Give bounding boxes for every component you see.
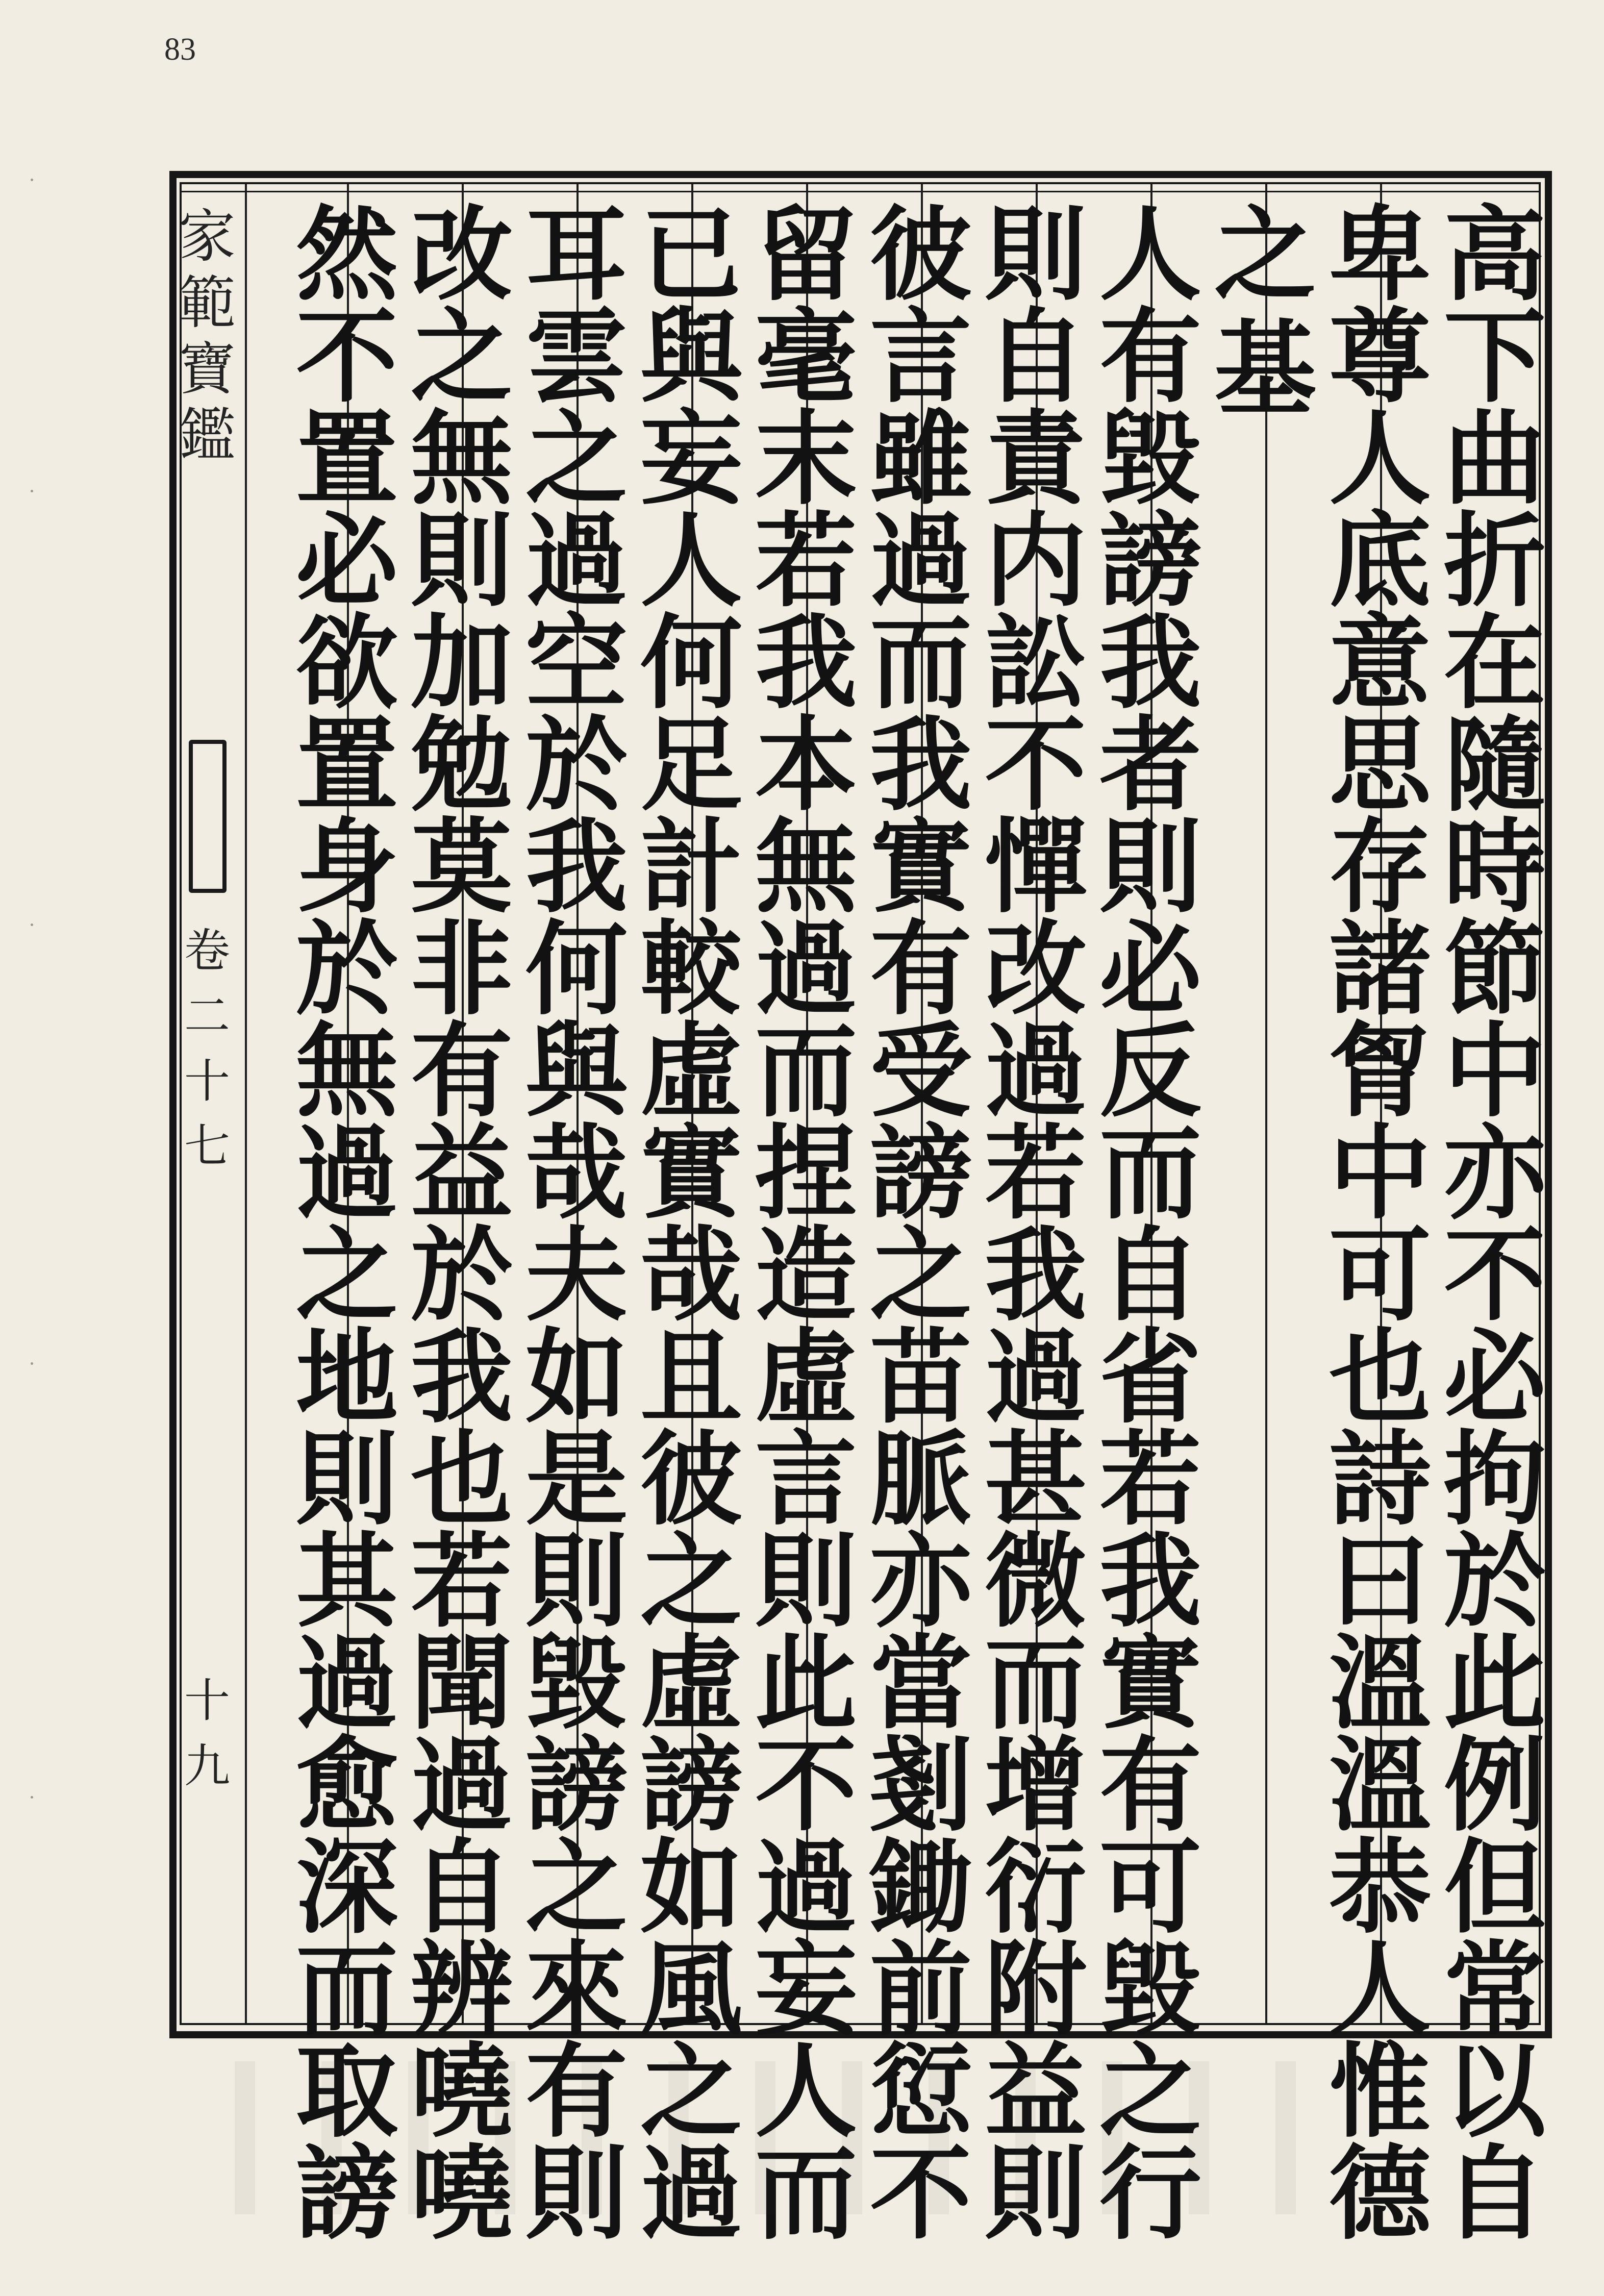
text-char: 惟 bbox=[1329, 2032, 1431, 2152]
text-char: 節 bbox=[1443, 909, 1546, 1029]
text-char: 存 bbox=[1329, 807, 1431, 927]
text-char: 置 bbox=[295, 705, 398, 825]
text-char: 曰 bbox=[1329, 1521, 1431, 1641]
text-char: 其 bbox=[295, 1521, 398, 1641]
text-char: 較 bbox=[640, 909, 742, 1029]
text-char: 實 bbox=[869, 807, 972, 927]
text-char: 則 bbox=[1099, 807, 1201, 927]
text-char: 過 bbox=[755, 909, 857, 1029]
text-char: 與 bbox=[525, 1011, 628, 1131]
text-char: 省 bbox=[1099, 1317, 1201, 1437]
text-char: 深 bbox=[295, 1828, 398, 1948]
text-char: 之 bbox=[1099, 2032, 1201, 2152]
text-char: 必 bbox=[1443, 1317, 1546, 1437]
book-title bbox=[174, 204, 240, 469]
text-char: 行 bbox=[1099, 2134, 1201, 2254]
text-char: 之 bbox=[1214, 195, 1316, 315]
text-char: 毀 bbox=[1099, 399, 1201, 519]
block-heart-column bbox=[171, 204, 243, 2010]
text-column bbox=[750, 195, 862, 2254]
text-char: 空 bbox=[525, 603, 628, 723]
leaf-number bbox=[177, 1668, 238, 1799]
text-char: 則 bbox=[984, 195, 1087, 315]
show-through-marks bbox=[235, 2061, 1306, 2214]
text-char: 留 bbox=[755, 195, 857, 315]
text-column bbox=[406, 195, 518, 2254]
text-char: 謗 bbox=[295, 2134, 398, 2254]
text-char: 不 bbox=[869, 2134, 972, 2254]
text-char: 於 bbox=[1443, 1521, 1546, 1641]
text-char: 者 bbox=[1099, 705, 1201, 825]
binding-holes bbox=[31, 179, 35, 2117]
text-char: 微 bbox=[984, 1521, 1087, 1641]
text-char: 而 bbox=[984, 1624, 1087, 1743]
text-char: 自 bbox=[1443, 2134, 1546, 2254]
text-char: 可 bbox=[1329, 1215, 1431, 1335]
page-number: 83 bbox=[164, 32, 196, 67]
text-char: 德 bbox=[1329, 2134, 1431, 2254]
text-char: 尊 bbox=[1329, 297, 1431, 417]
text-char: 身 bbox=[295, 807, 398, 927]
text-char: 哉 bbox=[640, 1215, 742, 1335]
text-char: 之 bbox=[525, 399, 628, 519]
text-char: 嘵 bbox=[410, 2134, 513, 2254]
text-char: 雲 bbox=[525, 297, 628, 417]
text-char: 嘵 bbox=[410, 2032, 513, 2152]
text-char: 但 bbox=[1443, 1828, 1546, 1948]
text-char: 有 bbox=[1099, 1726, 1201, 1845]
leaf-char: 十 bbox=[184, 1674, 230, 1728]
text-char: 莫 bbox=[410, 807, 513, 927]
text-char: 妄 bbox=[755, 1930, 857, 2050]
text-char: 與 bbox=[640, 297, 742, 417]
text-char: 衍 bbox=[984, 1828, 1087, 1948]
volume-label bbox=[177, 918, 238, 1179]
text-char: 自 bbox=[410, 1828, 513, 1948]
text-char: 改 bbox=[410, 195, 513, 315]
text-char: 憚 bbox=[984, 807, 1087, 927]
text-char: 我 bbox=[525, 807, 628, 927]
text-char: 過 bbox=[640, 2134, 742, 2254]
text-char: 增 bbox=[984, 1726, 1087, 1845]
text-char: 折 bbox=[1443, 501, 1546, 621]
text-char: 常 bbox=[1443, 1930, 1546, 2050]
text-char: 基 bbox=[1214, 309, 1316, 429]
text-char: 有 bbox=[1099, 297, 1201, 417]
text-char: 隨 bbox=[1443, 705, 1546, 825]
text-column bbox=[520, 195, 633, 2254]
text-char: 於 bbox=[525, 705, 628, 825]
text-char: 例 bbox=[1443, 1726, 1546, 1845]
text-char: 過 bbox=[295, 1624, 398, 1743]
text-char: 非 bbox=[410, 909, 513, 1029]
text-char: 風 bbox=[640, 1930, 742, 2050]
text-char: 而 bbox=[869, 603, 972, 723]
text-char: 雖 bbox=[869, 399, 972, 519]
text-char: 而 bbox=[755, 1011, 857, 1131]
text-char: 本 bbox=[755, 705, 857, 825]
title-char: 家 bbox=[179, 204, 236, 270]
text-char: 勉 bbox=[410, 705, 513, 825]
text-char: 愈 bbox=[295, 1726, 398, 1845]
text-char: 中 bbox=[1443, 1011, 1546, 1131]
volume-char: 七 bbox=[184, 1119, 230, 1174]
text-char: 有 bbox=[869, 909, 972, 1029]
text-char: 足 bbox=[640, 705, 742, 825]
text-char: 實 bbox=[640, 1113, 742, 1233]
text-char: 計 bbox=[640, 807, 742, 927]
text-char: 謗 bbox=[525, 1726, 628, 1845]
text-char: 人 bbox=[755, 2032, 857, 2152]
text-char: 取 bbox=[295, 2032, 398, 2152]
text-char: 欲 bbox=[295, 603, 398, 723]
text-char: 可 bbox=[1099, 1828, 1201, 1948]
text-char: 前 bbox=[869, 1930, 972, 2050]
text-char: 此 bbox=[1443, 1624, 1546, 1743]
text-char: 若 bbox=[755, 501, 857, 621]
text-char: 若 bbox=[1099, 1419, 1201, 1539]
text-char: 甚 bbox=[984, 1419, 1087, 1539]
text-char: 彼 bbox=[869, 195, 972, 315]
text-char: 鋤 bbox=[869, 1828, 972, 1948]
text-char: 拘 bbox=[1443, 1419, 1546, 1539]
text-char: 之 bbox=[525, 1828, 628, 1948]
text-char: 也 bbox=[410, 1419, 513, 1539]
text-char: 過 bbox=[984, 1317, 1087, 1437]
text-char: 而 bbox=[1099, 1113, 1201, 1233]
text-char: 之 bbox=[295, 1215, 398, 1335]
text-char: 毀 bbox=[525, 1624, 628, 1743]
text-char: 何 bbox=[525, 909, 628, 1029]
text-char: 則 bbox=[525, 2134, 628, 2254]
text-char: 人 bbox=[1329, 1930, 1431, 2050]
text-char: 虛 bbox=[640, 1011, 742, 1131]
text-column bbox=[635, 195, 747, 2254]
text-char: 亦 bbox=[869, 1521, 972, 1641]
text-char: 不 bbox=[1443, 1215, 1546, 1335]
text-char: 反 bbox=[1099, 1011, 1201, 1131]
text-char: 何 bbox=[640, 603, 742, 723]
text-char: 附 bbox=[984, 1930, 1087, 2050]
text-char: 我 bbox=[984, 1215, 1087, 1335]
text-char: 曲 bbox=[1443, 399, 1546, 519]
text-char: 有 bbox=[525, 2032, 628, 2152]
text-char: 若 bbox=[984, 1113, 1087, 1233]
text-char: 高 bbox=[1443, 195, 1546, 315]
text-char: 有 bbox=[410, 1011, 513, 1131]
text-char: 自 bbox=[1099, 1215, 1201, 1335]
text-char: 當 bbox=[869, 1624, 972, 1743]
text-char: 溫 bbox=[1329, 1624, 1431, 1743]
text-column bbox=[291, 195, 403, 2254]
text-char: 謗 bbox=[1099, 501, 1201, 621]
text-char: 溫 bbox=[1329, 1726, 1431, 1845]
text-char: 之 bbox=[640, 1521, 742, 1641]
text-char: 之 bbox=[410, 297, 513, 417]
text-char: 則 bbox=[755, 1521, 857, 1641]
text-char: 恭 bbox=[1329, 1828, 1431, 1948]
text-char: 過 bbox=[525, 501, 628, 621]
text-char: 則 bbox=[525, 1521, 628, 1641]
text-char: 毀 bbox=[1099, 1930, 1201, 2050]
text-char: 彼 bbox=[640, 1419, 742, 1539]
text-char: 則 bbox=[410, 501, 513, 621]
text-char: 已 bbox=[640, 195, 742, 315]
top-margin-band bbox=[182, 184, 1539, 192]
text-char: 實 bbox=[1099, 1624, 1201, 1743]
text-char: 受 bbox=[869, 1011, 972, 1131]
text-char: 無 bbox=[410, 399, 513, 519]
text-char: 自 bbox=[984, 297, 1087, 417]
text-char: 也 bbox=[1329, 1317, 1431, 1437]
text-char: 内 bbox=[984, 501, 1087, 621]
text-char: 過 bbox=[984, 1011, 1087, 1131]
text-char: 益 bbox=[410, 1113, 513, 1233]
text-char: 人 bbox=[640, 501, 742, 621]
text-char: 來 bbox=[525, 1930, 628, 2050]
fish-tail-mark bbox=[189, 740, 227, 893]
text-char: 無 bbox=[295, 1011, 398, 1131]
text-char: 時 bbox=[1443, 807, 1546, 927]
text-column bbox=[1324, 195, 1436, 2254]
text-char: 不 bbox=[295, 297, 398, 417]
text-column bbox=[1439, 195, 1551, 2254]
text-char: 以 bbox=[1443, 2032, 1546, 2152]
text-char: 此 bbox=[755, 1624, 857, 1743]
text-char: 必 bbox=[295, 501, 398, 621]
text-char: 責 bbox=[984, 399, 1087, 519]
text-char: 加 bbox=[410, 603, 513, 723]
text-char: 意 bbox=[1329, 603, 1431, 723]
text-char: 是 bbox=[525, 1419, 628, 1539]
text-char: 毫 bbox=[755, 297, 857, 417]
text-char: 捏 bbox=[755, 1113, 857, 1233]
text-char: 哉 bbox=[525, 1113, 628, 1233]
text-char: 置 bbox=[295, 399, 398, 519]
text-char: 益 bbox=[984, 2032, 1087, 2152]
text-char: 脈 bbox=[869, 1419, 972, 1539]
text-char: 謗 bbox=[869, 1113, 972, 1233]
text-char: 人 bbox=[1329, 399, 1431, 519]
text-char: 虛 bbox=[755, 1317, 857, 1437]
text-char: 而 bbox=[755, 2134, 857, 2254]
text-char: 我 bbox=[1099, 603, 1201, 723]
text-char: 如 bbox=[525, 1317, 628, 1437]
text-char: 末 bbox=[755, 399, 857, 519]
text-column bbox=[1209, 195, 1321, 2005]
text-char: 之 bbox=[640, 2032, 742, 2152]
text-char: 地 bbox=[295, 1317, 398, 1437]
text-char: 辨 bbox=[410, 1930, 513, 2050]
text-char: 剗 bbox=[869, 1726, 972, 1845]
text-char: 虛 bbox=[640, 1624, 742, 1743]
text-column bbox=[980, 195, 1092, 2254]
text-column bbox=[1094, 195, 1207, 2254]
volume-char: 十 bbox=[184, 1054, 230, 1108]
text-char: 聞 bbox=[410, 1624, 513, 1743]
text-char: 過 bbox=[869, 501, 972, 621]
text-char: 改 bbox=[984, 909, 1087, 1029]
volume-char: 卷 bbox=[184, 924, 230, 978]
leaf-char: 九 bbox=[184, 1739, 230, 1793]
text-char: 若 bbox=[410, 1521, 513, 1641]
text-char: 之 bbox=[869, 1215, 972, 1335]
text-char: 耳 bbox=[525, 195, 628, 315]
title-char: 範 bbox=[179, 269, 236, 336]
text-char: 過 bbox=[410, 1726, 513, 1845]
text-char: 卑 bbox=[1329, 195, 1431, 315]
text-char: 如 bbox=[640, 1828, 742, 1948]
text-column bbox=[865, 195, 977, 2254]
text-char: 我 bbox=[1099, 1521, 1201, 1641]
text-char: 愆 bbox=[869, 2032, 972, 2152]
text-char: 無 bbox=[755, 807, 857, 927]
text-char: 且 bbox=[640, 1317, 742, 1437]
title-char: 寶 bbox=[179, 336, 236, 403]
text-char: 思 bbox=[1329, 705, 1431, 825]
text-char: 在 bbox=[1443, 603, 1546, 723]
text-char: 造 bbox=[755, 1215, 857, 1335]
volume-char: 二 bbox=[184, 989, 230, 1043]
text-char: 不 bbox=[984, 705, 1087, 825]
text-char: 人 bbox=[1099, 195, 1201, 315]
text-char: 則 bbox=[295, 1419, 398, 1539]
text-char: 然 bbox=[295, 195, 398, 315]
text-char: 亦 bbox=[1443, 1113, 1546, 1233]
text-char: 而 bbox=[295, 1930, 398, 2050]
text-char: 我 bbox=[755, 603, 857, 723]
text-char: 苗 bbox=[869, 1317, 972, 1437]
text-char: 訟 bbox=[984, 603, 1087, 723]
text-char: 於 bbox=[410, 1215, 513, 1335]
text-char: 於 bbox=[295, 909, 398, 1029]
text-char: 胷 bbox=[1329, 1011, 1431, 1131]
text-char: 謗 bbox=[640, 1726, 742, 1845]
title-char: 鑑 bbox=[179, 402, 236, 469]
column-rule bbox=[245, 184, 247, 2023]
text-char: 必 bbox=[1099, 909, 1201, 1029]
text-char: 則 bbox=[984, 2134, 1087, 2254]
text-char: 諸 bbox=[1329, 909, 1431, 1029]
text-char: 底 bbox=[1329, 501, 1431, 621]
text-char: 過 bbox=[295, 1113, 398, 1233]
text-char: 不 bbox=[755, 1726, 857, 1845]
text-char: 言 bbox=[869, 297, 972, 417]
text-char: 詩 bbox=[1329, 1419, 1431, 1539]
text-char: 過 bbox=[755, 1828, 857, 1948]
text-char: 言 bbox=[755, 1419, 857, 1539]
text-char: 我 bbox=[410, 1317, 513, 1437]
text-char: 我 bbox=[869, 705, 972, 825]
text-char: 中 bbox=[1329, 1113, 1431, 1233]
text-char: 夫 bbox=[525, 1215, 628, 1335]
text-char: 妄 bbox=[640, 399, 742, 519]
text-char: 下 bbox=[1443, 297, 1546, 417]
